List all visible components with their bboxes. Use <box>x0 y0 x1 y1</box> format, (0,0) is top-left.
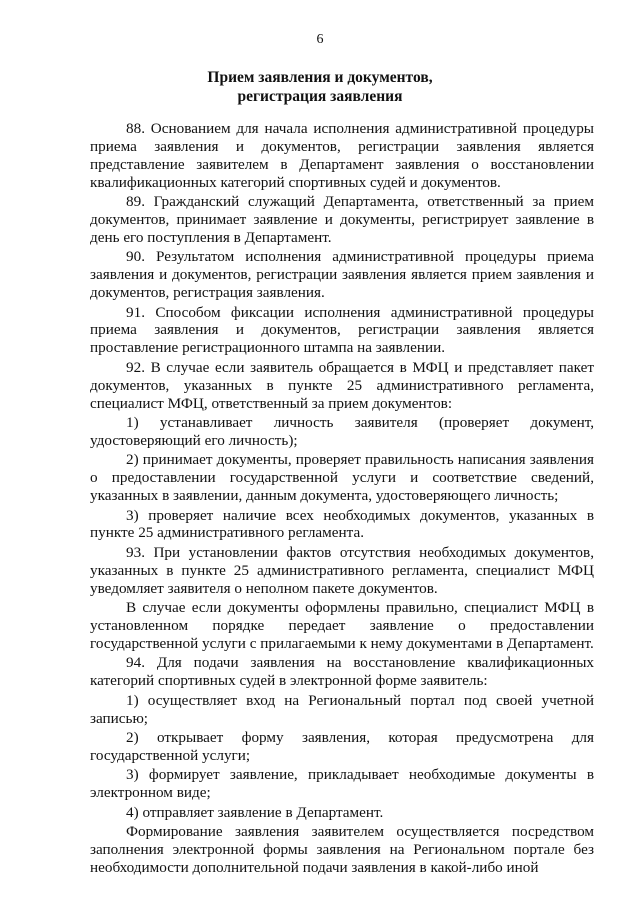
paragraph-94-item-2: 2) открывает форму заявления, которая предусмотрена для государственной услуги; <box>90 728 594 764</box>
paragraph-93: 93. При установлении фактов отсутствия необходимых документов, указанных в пункте 25 административного регламента, специалист МФЦ уведомляет заявителя о неполном пакете документов. <box>90 543 594 597</box>
paragraph-93-continuation: В случае если документы оформлены правильно, специалист МФЦ в установленном порядке передает заявление о предоставлении государственной услуги с прилагаемыми к нему документами в Департамент. <box>90 599 594 652</box>
section-heading <box>0 68 640 106</box>
paragraph-92-item-2: 2) принимает документы, проверяет правильность написания заявления о предоставлении государственной услуги и соответствие сведений, указанных в заявлении, данным документа, удостоверяющего личность; <box>90 451 594 505</box>
paragraph-90: 90. Результатом исполнения административной процедуры приема заявления и документов, регистрации заявления является прием заявления и документов, регистрация заявления. <box>90 248 594 302</box>
paragraph-88: 88. Основанием для начала исполнения административной процедуры приема заявления и документов, регистрации заявления является представление заявителем в Департамент заявления о восстановлении квалификационных категорий спортивных судей и документов. <box>90 120 594 191</box>
document-body <box>90 120 594 878</box>
paragraph-89: 89. Гражданский служащий Департамента, ответственный за прием документов, принимает заявление и документы, регистрирует заявление в день его поступления в Департамент. <box>90 193 594 246</box>
paragraph-94: 94. Для подачи заявления на восстановление квалификационных категорий спортивных судей в электронной форме заявитель: <box>90 654 594 690</box>
paragraph-92-item-1: 1) устанавливает личность заявителя (проверяет документ, удостоверяющий его личность); <box>90 414 594 449</box>
paragraph-91: 91. Способом фиксации исполнения административной процедуры приема заявления и документов, регистрации заявления является проставление регистрационного штампа на заявлении. <box>90 303 594 357</box>
section-heading-line-2: регистрация заявления <box>237 88 403 105</box>
paragraph-94-item-3: 3) формирует заявление, прикладывает необходимые документы в электронном виде; <box>90 766 594 802</box>
paragraph-92-item-3: 3) проверяет наличие всех необходимых документов, указанных в пункте 25 административного регламента. <box>90 506 594 542</box>
section-heading-line-1: Прием заявления и документов, <box>207 69 433 86</box>
paragraph-94-item-4: 4) отправляет заявление в Департамент. <box>126 803 384 821</box>
paragraph-92: 92. В случае если заявитель обращается в МФЦ и представляет пакет документов, указанных в пункте 25 административного регламента, специалист МФЦ, ответственный за прием документов: <box>90 358 594 412</box>
paragraph-formation: Формирование заявления заявителем осуществляется посредством заполнения электронной формы заявления на Региональном портале без необходимости дополнительной подачи заявления в какой-либо иной <box>90 822 594 876</box>
paragraph-94-item-1: 1) осуществляет вход на Региональный портал под своей учетной записью; <box>90 691 594 727</box>
page-number: 6 <box>316 32 324 47</box>
